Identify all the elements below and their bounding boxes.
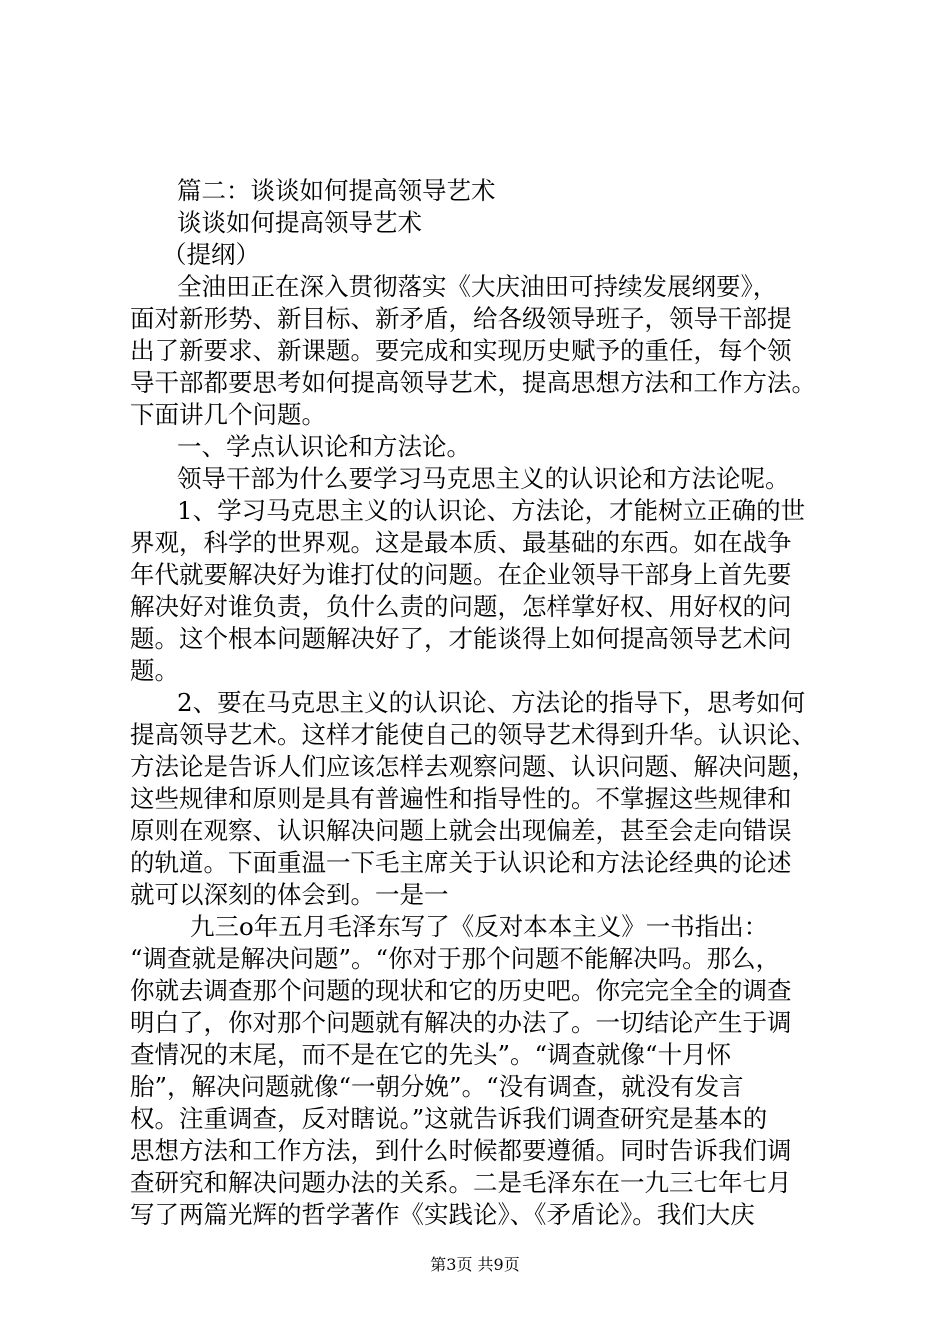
document-subtitle: （提纲） — [162, 240, 260, 269]
paragraph-line: 界观，科学的世界观。这是最本质、最基础的东西。如在战争 — [130, 528, 792, 557]
paragraph-line: 你就去调查那个问题的现状和它的历史吧。你完完全全的调查 — [130, 976, 792, 1005]
paragraph-line: 出了新要求、新课题。要完成和实现历史赋予的重任，每个领 — [130, 336, 792, 365]
paragraph-line: 写了两篇光辉的哲学著作《实践论》、《矛盾论》。我们大庆 — [130, 1200, 755, 1229]
paragraph-line: 明白了，你对那个问题就有解决的办法了。一切结论产生于调 — [130, 1008, 792, 1037]
paragraph-line: 导干部都要思考如何提高领导艺术，提高思想方法和工作方法。 — [130, 368, 816, 397]
paragraph-line: 方法论是告诉人们应该怎样去观察问题、认识问题、解决问题， — [130, 752, 816, 781]
paragraph-line: 权。注重调查，反对瞎说。”这就告诉我们调查研究是基本的 — [130, 1104, 768, 1133]
paragraph-line: 九三o年五月毛泽东写了《反对本本主义》一书指出： — [190, 912, 769, 941]
paragraph-line: 全油田正在深入贯彻落实《大庆油田可持续发展纲要》， — [177, 272, 778, 301]
paragraph-line: 提高领导艺术。这样才能使自己的领导艺术得到升华。认识论、 — [130, 720, 816, 749]
section-title: 篇二：谈谈如何提高领导艺术 — [177, 176, 496, 205]
paragraph-line: 领导干部为什么要学习马克思主义的认识论和方法论呢。 — [177, 464, 790, 493]
paragraph-line: 下面讲几个问题。 — [130, 400, 326, 429]
page-number-footer: 第3页 共9页 — [430, 1255, 520, 1274]
paragraph-line: 的轨道。下面重温一下毛主席关于认识论和方法论经典的论述 — [130, 848, 792, 877]
paragraph-line: 这些规律和原则是具有普遍性和指导性的。不掌握这些规律和 — [130, 784, 792, 813]
paragraph-line: 年代就要解决好为谁打仗的问题。在企业领导干部身上首先要 — [130, 560, 792, 589]
paragraph-line: 原则在观察、认识解决问题上就会出现偏差，甚至会走向错误 — [130, 816, 792, 845]
paragraph-line: 题。这个根本问题解决好了，才能谈得上如何提高领导艺术问 — [130, 624, 792, 653]
paragraph-line: “调查就是解决问题”。“你对于那个问题不能解决吗。那么， — [130, 944, 781, 973]
paragraph-line: 解决好对谁负责，负什么责的问题，怎样掌好权、用好权的问 — [130, 592, 792, 621]
paragraph-line: 面对新形势、新目标、新矛盾，给各级领导班子，领导干部提 — [130, 304, 792, 333]
paragraph-line: 胎”，解决问题就像“一朝分娩”。“没有调查，就没有发言 — [130, 1072, 744, 1101]
paragraph-line: 查情况的末尾，而不是在它的先头”。“调查就像“十月怀 — [130, 1040, 732, 1069]
document-title: 谈谈如何提高领导艺术 — [177, 208, 422, 237]
heading-1: 一、学点认识论和方法论。 — [177, 432, 471, 461]
paragraph-line: 思想方法和工作方法，到什么时候都要遵循。同时告诉我们调 — [130, 1136, 792, 1165]
paragraph-line: 题。 — [130, 656, 179, 685]
paragraph-line: 2、要在马克思主义的认识论、方法论的指导下，思考如何 — [177, 688, 806, 717]
paragraph-line: 1、学习马克思主义的认识论、方法论，才能树立正确的世 — [177, 496, 806, 525]
paragraph-line: 查研究和解决问题办法的关系。二是毛泽东在一九三七年七月 — [130, 1168, 792, 1197]
paragraph-line: 就可以深刻的体会到。一是一 — [130, 880, 449, 909]
